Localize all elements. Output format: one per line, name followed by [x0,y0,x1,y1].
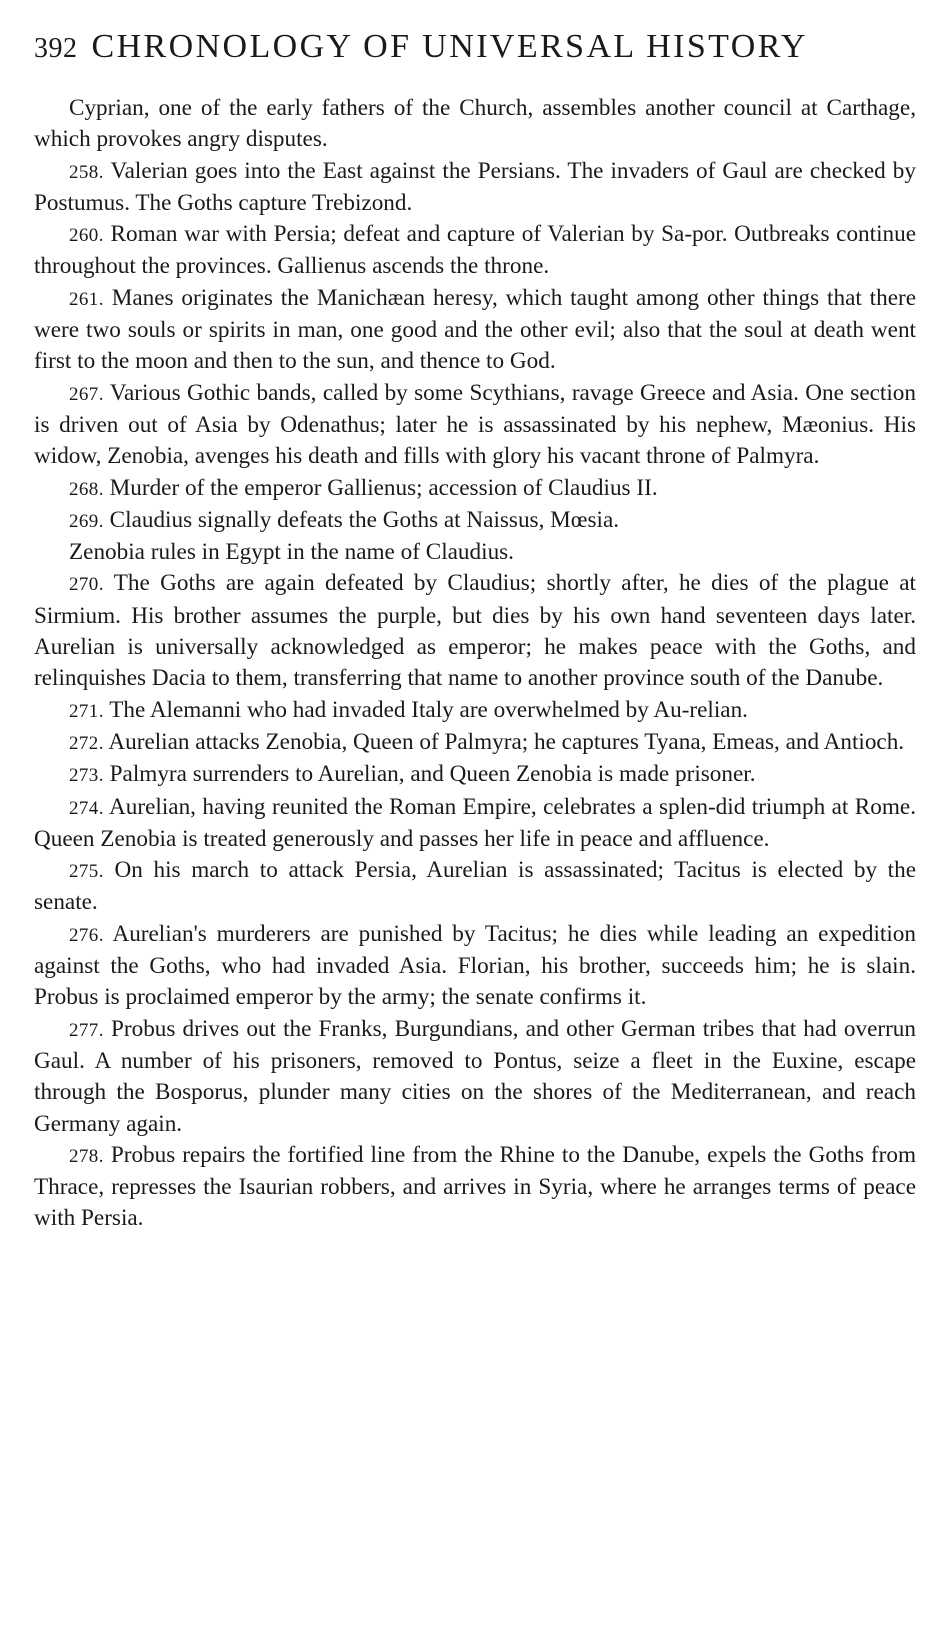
entry-text: Aurelian attacks Zenobia, Queen of Palmyra; he captures Tyana, Emeas, and Antioch. [108,728,905,755]
chronology-entry [34,156,916,220]
chronology-entry [34,695,916,727]
entry-text: On his march to attack Persia, Aurelian is assassinated; Tacitus is elected by the senate. [34,857,917,916]
chronology-entries [34,93,916,1235]
book-page [34,28,916,1235]
entry-year: 277. [69,1019,104,1041]
chronology-entry [34,1014,916,1140]
entry-year: 271. [69,700,104,722]
chronology-entry [34,537,916,568]
chronology-entry [34,919,916,1014]
chronology-entry [34,855,916,919]
chronology-entry [34,93,916,156]
entry-year: 274. [69,797,104,819]
chronology-entry [34,219,916,283]
page-number: 392 [34,33,78,64]
chronology-entry [34,505,916,537]
chronology-entry [34,727,916,759]
entry-year: 261. [69,288,104,310]
running-head [34,28,916,84]
entry-year: 278. [69,1145,104,1167]
entry-year: 258. [69,161,104,183]
entry-text: Aurelian, having reunited the Roman Empire, celebrates a splen-did triumph at Rome. Queen Zenobia is treated generously and passes her life in peace and affluence. [34,793,916,852]
entry-year: 260. [69,225,104,247]
entry-text: Murder of the emperor Gallienus; accession of Claudius II. [109,474,658,501]
entry-year: 273. [69,765,104,787]
entry-year: 276. [69,924,104,946]
entry-text: Manes originates the Manichæan heresy, which taught among other things that there were two souls or spirits in man, one good and the other evil; also that the soul at death went first to the moon and then to the sun, and thence to God. [34,284,917,375]
chronology-entry [34,568,916,694]
entry-text: Roman war with Persia; defeat and capture of Valerian by Sa-por. Outbreaks continue throughout the provinces. Gallienus ascends the throne. [34,221,917,280]
chronology-entry [34,759,916,791]
entry-year: 268. [69,478,104,500]
entry-year: 269. [69,510,104,532]
chronology-entry [34,283,916,378]
chronology-entry [34,1140,916,1235]
chronology-entry [34,473,916,505]
entry-text: Probus repairs the fortified line from the Rhine to the Danube, expels the Goths from Thrace, represses the Isaurian robbers, and arrives in Syria, where he arranges terms of peace with Persia. [34,1141,917,1232]
entry-year: 275. [69,861,104,883]
entry-text: Aurelian's murderers are punished by Tacitus; he dies while leading an expedition against the Goths, who had invaded Asia. Florian, his brother, succeeds him; he is slain. Probus is proclaimed emperor by the army; the senate confirms it. [34,920,916,1011]
chronology-entry [34,792,916,856]
entry-text: Various Gothic bands, called by some Scythians, ravage Greece and Asia. One section is driven out of Asia by Odenathus; later he is assassinated by his nephew, Mæonius. His widow, Zenobia, avenges his death and fills with glory his vacant throne of Palmyra. [34,379,916,470]
running-title: CHRONOLOGY OF UNIVERSAL HISTORY [91,28,808,65]
entry-year: 270. [69,574,104,596]
entry-text: The Goths are again defeated by Claudius; shortly after, he dies of the plague at Sirmium. His brother assumes the purple, but dies by his own hand seventeen days later. Aurelian is universally acknowledged as emperor; he makes peace with the Goths, and relinquishes Dacia to them, transferring that name to another province south of the Danube. [34,570,916,692]
entry-text: Claudius signally defeats the Goths at Naissus, Mœsia. [109,506,620,533]
chronology-entry [34,378,916,473]
entry-text: The Alemanni who had invaded Italy are overwhelmed by Au-relian. [109,696,748,723]
entry-year: 272. [69,732,104,754]
entry-text: Cyprian, one of the early fathers of the Church, assembles another council at Carthage, which provokes angry disputes. [34,95,916,153]
entry-year: 267. [69,383,104,405]
entry-text: Zenobia rules in Egypt in the name of Claudius. [69,539,514,566]
entry-text: Probus drives out the Franks, Burgundians, and other German tribes that had overrun Gaul. A number of his prisoners, removed to Pontus, seize a fleet in the Euxine, escape through the Bosporus, plunder many cities on the shores of the Mediterranean, and reach Germany again. [34,1015,916,1137]
entry-text: Palmyra surrenders to Aurelian, and Queen Zenobia is made prisoner. [109,761,756,788]
entry-text: Valerian goes into the East against the Persians. The invaders of Gaul are checked by Postumus. The Goths capture Trebizond. [34,157,916,216]
